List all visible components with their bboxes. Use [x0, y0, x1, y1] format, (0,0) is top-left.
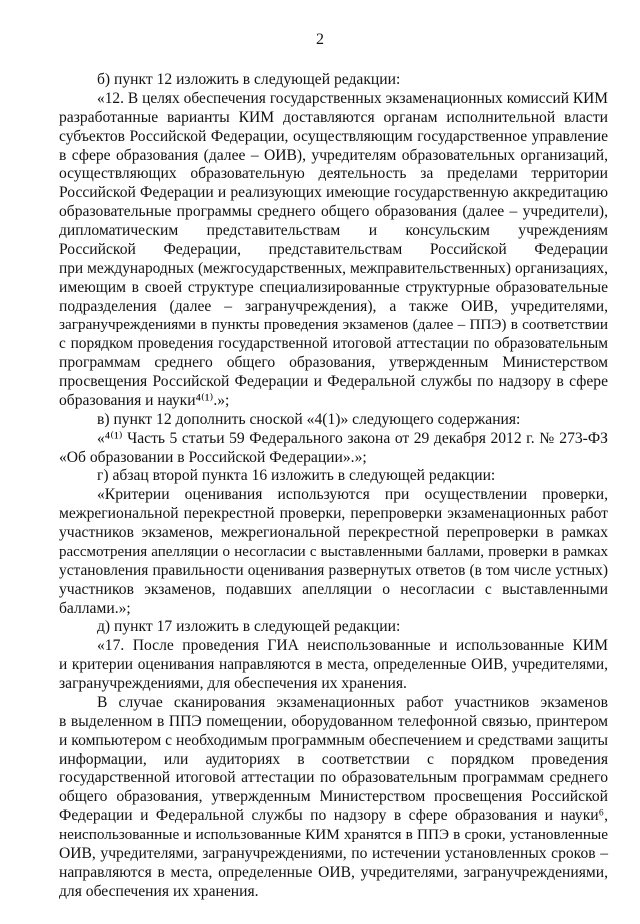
text-line: подразделения (далее – загранучреждения), а также ОИВ, учредителями,: [59, 297, 608, 315]
text-line: В случае сканирования экзаменационных работ участников экзаменов: [97, 693, 608, 711]
text-line: для обеспечения их хранения.: [59, 882, 259, 900]
text-line: «⁴⁽¹⁾ Часть 5 статьи 59 Федерального закона от 29 декабря 2012 г. № 273-ФЗ: [97, 429, 608, 447]
text-line: установления правильности оценивания развернутых ответов (в том числе устных): [59, 561, 608, 579]
text-line: «Об образовании в Российской Федерации».»;: [59, 448, 367, 466]
text-line: г) абзац второй пункта 16 изложить в следующей редакции:: [97, 467, 496, 485]
text-line: при международных (межгосударственных, межправительственных) организациях,: [59, 259, 608, 277]
text-line: Российской Федерации и реализующих имеющие государственную аккредитацию: [59, 184, 608, 202]
text-line: имеющим в своей структуре специализированные структурные образовательные: [59, 278, 608, 296]
page-number: 2: [316, 31, 324, 48]
text-line: программам среднего общего образования, утвержденным Министерством: [59, 354, 608, 372]
text-line: «12. В целях обеспечения государственных экзаменационных комиссий КИМ: [97, 89, 608, 107]
text-line: направляются в места, определенные ОИВ, учредителями, загранучреждениями,: [59, 863, 608, 881]
text-line: в выделенном в ППЭ помещении, оборудованном телефонной связью, принтером: [59, 712, 608, 730]
text-line: загранучреждениями, для обеспечения их хранения.: [59, 675, 407, 692]
text-line: образования и науки⁴⁽¹⁾.»;: [59, 391, 230, 409]
text-line: и компьютером с необходимым программным обеспечением и средствами защиты: [59, 731, 608, 749]
text-line: загранучреждениями в пункты проведения экзаменов (далее – ППЭ) в соответствии: [59, 316, 608, 334]
text-line: общего образования, утвержденным Министерством просвещения Российской: [59, 788, 608, 806]
text-line: Российской Федерации, представительствам Российской Федерации: [59, 240, 608, 258]
text-line: баллами.»;: [59, 599, 131, 617]
text-line: неиспользованные и использованные КИМ хранятся в ППЭ в сроки, установленные: [59, 826, 608, 843]
text-line: «Критерии оценивания используются при осуществлении проверки,: [97, 486, 608, 504]
text-line: и критерии оценивания направляются в места, определенные ОИВ, учредителями,: [59, 656, 608, 674]
text-line: Федерации и Федеральной службы по надзору в сфере образования и науки⁶,: [59, 807, 608, 825]
text-line: государственной итоговой аттестации по образовательным программам среднего: [59, 769, 608, 787]
text-line: в сфере образования (далее – ОИВ), учредителям образовательных организаций,: [59, 146, 608, 164]
text-line: информации, или аудиториях в соответствии с порядком проведения: [59, 750, 608, 768]
text-line: просвещения Российской Федерации и Федеральной службы по надзору в сфере: [59, 373, 608, 390]
text-line: в) пункт 12 дополнить сноской «4(1)» следующего содержания:: [97, 410, 521, 428]
text-line: участников экзаменов, межрегиональной перекрестной перепроверки в рамках: [59, 524, 608, 541]
text-line: участников экзаменов, подавших апелляции о несогласии с выставленными: [59, 580, 608, 598]
text-line: с порядком проведения государственной итоговой аттестации по образовательным: [59, 335, 608, 353]
text-line: разработанные варианты КИМ доставляются органам исполнительной власти: [59, 108, 608, 126]
text-line: д) пункт 17 изложить в следующей редакции:: [97, 618, 401, 636]
text-line: ОИВ, учредителями, загранучреждениями, по истечении установленных сроков –: [59, 844, 608, 862]
text-line: осуществляющих образовательную деятельность за пределами территории: [59, 165, 608, 183]
document-body: [59, 71, 608, 902]
text-line: дипломатическим представительствам и консульским учреждениям: [59, 222, 608, 239]
text-line: образовательные программы среднего общего образования (далее – учредители),: [59, 203, 608, 221]
text-line: б) пункт 12 изложить в следующей редакции:: [97, 71, 401, 88]
text-line: «17. После проведения ГИА неиспользованные и использованные КИМ: [97, 637, 608, 655]
text-line: субъектов Российской Федерации, осуществляющим государственное управление: [59, 127, 608, 145]
text-line: межрегиональной перекрестной проверки, перепроверки экзаменационных работ: [59, 505, 608, 523]
text-line: рассмотрения апелляции о несогласии с выставленными баллами, проверки в рамках: [59, 543, 608, 560]
